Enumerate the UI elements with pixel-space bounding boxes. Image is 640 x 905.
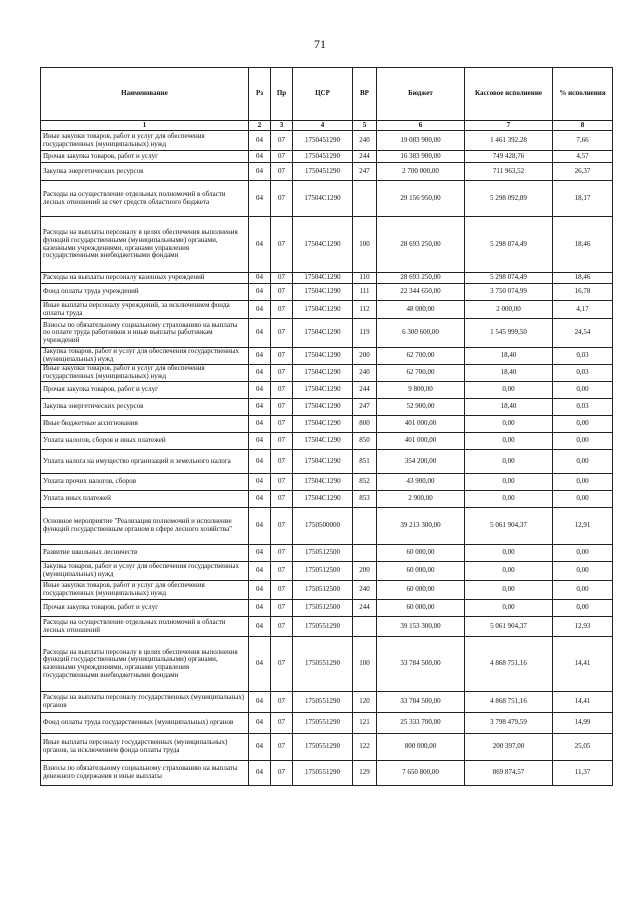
row-name: Расходы на выплаты персоналу казенных учреждений [41,273,249,284]
table-row [41,562,613,581]
row-cash-execution: 18,40 [465,399,553,416]
row-budget: 2 700 000,00 [377,163,465,181]
row-csr: 17504С1290 [293,319,353,348]
row-percent: 0,00 [553,416,613,433]
row-percent: 11,37 [553,761,613,786]
row-name: Взносы по обязательному социальному страхованию на выплаты денежного содержания и иные выплаты [41,761,249,786]
row-cash-execution: 2 000,00 [465,301,553,319]
row-csr: 1750512500 [293,562,353,581]
row-name: Закупка товаров, работ и услуг для обеспечения государственных (муниципальных) нужд [41,562,249,581]
row-csr: 17504С1290 [293,416,353,433]
row-csr: 17504С1290 [293,474,353,491]
row-budget: 62 700,00 [377,348,465,365]
row-rz: 04 [249,508,271,545]
row-pr: 07 [271,474,293,491]
row-csr: 17504С1290 [293,382,353,399]
row-budget: 62 700,00 [377,365,465,382]
row-vr [353,508,377,545]
row-csr: 17504С1290 [293,365,353,382]
row-cash-execution: 5 061 904,37 [465,508,553,545]
row-vr [353,545,377,562]
table-row [41,399,613,416]
row-name: Прочая закупка товаров, работ и услуг [41,600,249,617]
row-budget: 33 784 500,00 [377,637,465,692]
row-rz: 04 [249,433,271,450]
table-body [41,131,613,786]
row-csr: 17504С1290 [293,450,353,474]
column-number-row [41,121,613,131]
header-pr: Пр [271,68,293,121]
row-name: Иные бюджетные ассигнования [41,416,249,433]
row-budget: 28 693 250,00 [377,273,465,284]
row-percent: 0,00 [553,562,613,581]
row-csr: 1750551290 [293,617,353,637]
row-rz: 04 [249,562,271,581]
column-number: 2 [249,121,271,131]
table-row [41,151,613,163]
row-csr: 1750551290 [293,637,353,692]
row-rz: 04 [249,151,271,163]
table-row [41,348,613,365]
row-percent: 18,46 [553,217,613,273]
row-csr: 1750551290 [293,692,353,713]
header-rz: Рз [249,68,271,121]
row-cash-execution: 4 868 751,16 [465,692,553,713]
column-number: 5 [353,121,377,131]
table-row [41,761,613,786]
page-number: 71 [314,37,326,51]
table-row [41,508,613,545]
row-name: Закупка энергетических ресурсов [41,399,249,416]
row-csr: 1750551290 [293,761,353,786]
row-rz: 04 [249,273,271,284]
row-percent: 12,91 [553,508,613,545]
table-row [41,474,613,491]
row-rz: 04 [249,365,271,382]
row-vr: 129 [353,761,377,786]
table-row [41,581,613,600]
row-vr [353,181,377,217]
row-csr: 17504С1290 [293,181,353,217]
row-percent: 0,00 [553,382,613,399]
row-budget: 39 213 300,00 [377,508,465,545]
table-row [41,301,613,319]
row-vr: 200 [353,348,377,365]
row-csr: 1750512500 [293,545,353,562]
row-percent: 18,17 [553,181,613,217]
row-vr: 112 [353,301,377,319]
row-name: Расходы на выплаты персоналу в целях обеспечения выполнения функций государственными (муниципальными) органами, казенными учреждениями, органами управления государственными внебюджетными фондами [41,637,249,692]
row-name: Иные закупки товаров, работ и услуг для обеспечения государственных (муниципальных) нужд [41,131,249,151]
row-vr: 111 [353,284,377,301]
row-cash-execution: 0,00 [465,491,553,508]
row-csr: 17504С1290 [293,348,353,365]
row-vr: 853 [353,491,377,508]
row-percent: 16,78 [553,284,613,301]
row-csr: 17504С1290 [293,217,353,273]
row-pr: 07 [271,273,293,284]
column-number: 4 [293,121,353,131]
row-percent: 14,41 [553,692,613,713]
row-rz: 04 [249,284,271,301]
header-cash-execution: Кассовое исполнение [465,68,553,121]
table-row [41,365,613,382]
row-cash-execution: 0,00 [465,600,553,617]
row-rz: 04 [249,416,271,433]
row-vr: 120 [353,692,377,713]
row-rz: 04 [249,319,271,348]
row-csr: 17504С1290 [293,433,353,450]
row-vr: 850 [353,433,377,450]
row-name: Фонд оплаты труда учреждений [41,284,249,301]
row-vr: 240 [353,365,377,382]
row-budget: 33 784 500,00 [377,692,465,713]
row-name: Уплата налогов, сборов и иных платежей [41,433,249,450]
row-csr: 1750551290 [293,713,353,734]
row-name: Взносы по обязательному социальному страхованию на выплаты по оплате труда работников и иные выплаты работникам учреждений [41,319,249,348]
header-name: Наименование [41,68,249,121]
row-csr: 17504С1290 [293,284,353,301]
table-row [41,734,613,761]
header-percent-execution: % исполнения [553,68,613,121]
column-number: 8 [553,121,613,131]
row-csr: 17504С1290 [293,301,353,319]
row-name: Развитие школьных лесничеств [41,545,249,562]
row-percent: 4,57 [553,151,613,163]
row-rz: 04 [249,217,271,273]
row-cash-execution: 0,00 [465,545,553,562]
row-percent: 18,46 [553,273,613,284]
table-row [41,545,613,562]
row-pr: 07 [271,348,293,365]
row-csr: 1750512500 [293,581,353,600]
row-rz: 04 [249,692,271,713]
row-pr: 07 [271,365,293,382]
row-budget: 60 000,00 [377,562,465,581]
row-csr: 17504С1290 [293,491,353,508]
row-rz: 04 [249,399,271,416]
row-budget: 25 333 700,00 [377,713,465,734]
row-csr: 17504С1290 [293,273,353,284]
row-budget: 39 153 300,00 [377,617,465,637]
row-vr: 122 [353,734,377,761]
row-vr: 200 [353,562,377,581]
row-rz: 04 [249,491,271,508]
row-cash-execution: 3 798 479,59 [465,713,553,734]
row-cash-execution: 0,00 [465,433,553,450]
row-budget: 22 344 650,00 [377,284,465,301]
column-number: 3 [271,121,293,131]
row-name: Расходы на выплаты персоналу государственных (муниципальных) органов [41,692,249,713]
row-percent: 0,00 [553,545,613,562]
row-name: Расходы на выплаты персоналу в целях обеспечения выполнения функций государственными (муниципальными) органами, казенными учреждениями, органами управления государственными внебюджетными фондами [41,217,249,273]
row-percent: 7,66 [553,131,613,151]
row-percent: 12,93 [553,617,613,637]
row-cash-execution: 5 298 092,89 [465,181,553,217]
row-vr: 247 [353,399,377,416]
row-rz: 04 [249,163,271,181]
row-vr: 800 [353,416,377,433]
row-pr: 07 [271,131,293,151]
row-cash-execution: 0,00 [465,562,553,581]
row-rz: 04 [249,301,271,319]
row-rz: 04 [249,713,271,734]
row-budget: 60 000,00 [377,545,465,562]
row-vr: 121 [353,713,377,734]
row-name: Прочая закупка товаров, работ и услуг [41,151,249,163]
row-name: Уплата прочих налогов, сборов [41,474,249,491]
row-pr: 07 [271,562,293,581]
row-cash-execution: 5 298 074,49 [465,273,553,284]
row-budget: 2 900,00 [377,491,465,508]
row-vr: 240 [353,131,377,151]
row-rz: 04 [249,617,271,637]
row-vr: 244 [353,382,377,399]
row-cash-execution: 18,40 [465,348,553,365]
table-row [41,416,613,433]
row-budget: 401 000,00 [377,433,465,450]
row-percent: 25,05 [553,734,613,761]
row-name: Основное мероприятие "Реализация полномочий и исполнение функций государственным органом в сфере лесного хозяйства" [41,508,249,545]
row-vr: 100 [353,217,377,273]
header-row [41,68,613,121]
table-row [41,131,613,151]
row-csr: 1750451290 [293,151,353,163]
row-budget: 19 083 900,00 [377,131,465,151]
row-budget: 16 383 900,00 [377,151,465,163]
row-cash-execution: 200 397,00 [465,734,553,761]
row-percent: 0,00 [553,450,613,474]
row-budget: 354 200,00 [377,450,465,474]
row-pr: 07 [271,713,293,734]
row-rz: 04 [249,581,271,600]
row-pr: 07 [271,319,293,348]
row-cash-execution: 0,00 [465,416,553,433]
table-row [41,273,613,284]
row-cash-execution: 4 868 751,16 [465,637,553,692]
row-csr: 1750512500 [293,600,353,617]
row-name: Уплата иных платежей [41,491,249,508]
row-budget: 7 650 800,00 [377,761,465,786]
row-vr: 244 [353,151,377,163]
table-row [41,181,613,217]
row-pr: 07 [271,217,293,273]
row-vr: 240 [353,581,377,600]
row-pr: 07 [271,301,293,319]
budget-execution-table [40,67,613,786]
row-percent: 0,00 [553,491,613,508]
row-csr: 1750551290 [293,734,353,761]
row-budget: 800 000,00 [377,734,465,761]
row-pr: 07 [271,181,293,217]
row-name: Прочая закупка товаров, работ и услуг [41,382,249,399]
row-rz: 04 [249,734,271,761]
row-cash-execution: 0,00 [465,382,553,399]
column-number: 7 [465,121,553,131]
row-cash-execution: 1 545 999,50 [465,319,553,348]
row-percent: 24,54 [553,319,613,348]
row-budget: 401 000,00 [377,416,465,433]
row-name: Иные закупки товаров, работ и услуг для обеспечения государственных (муниципальных) нужд [41,581,249,600]
row-cash-execution: 0,00 [465,450,553,474]
row-rz: 04 [249,131,271,151]
row-cash-execution: 1 461 392,28 [465,131,553,151]
row-pr: 07 [271,284,293,301]
row-csr: 1750451290 [293,131,353,151]
row-vr: 247 [353,163,377,181]
row-cash-execution: 5 061 904,37 [465,617,553,637]
row-name: Закупка товаров, работ и услуг для обеспечения государственных (муниципальных) нужд [41,348,249,365]
row-vr: 244 [353,600,377,617]
row-cash-execution: 749 428,76 [465,151,553,163]
row-rz: 04 [249,450,271,474]
row-name: Уплата налога на имущество организаций и земельного налога [41,450,249,474]
row-budget: 60 000,00 [377,581,465,600]
row-name: Иные выплаты персоналу учреждений, за исключением фонда оплаты труда [41,301,249,319]
table-row [41,713,613,734]
column-number: 6 [377,121,465,131]
table-row [41,217,613,273]
header-csr: ЦСР [293,68,353,121]
row-budget: 43 900,00 [377,474,465,491]
row-rz: 04 [249,637,271,692]
row-cash-execution: 0,00 [465,474,553,491]
row-name: Закупка энергетических ресурсов [41,163,249,181]
row-pr: 07 [271,151,293,163]
table-row [41,284,613,301]
row-rz: 04 [249,181,271,217]
row-pr: 07 [271,399,293,416]
row-percent: 0,03 [553,348,613,365]
table-row [41,600,613,617]
row-cash-execution: 5 298 074,49 [465,217,553,273]
row-csr: 17504С1290 [293,399,353,416]
header-vr: ВР [353,68,377,121]
row-budget: 6 300 600,00 [377,319,465,348]
row-csr: 1750500000 [293,508,353,545]
row-name: Иные закупки товаров, работ и услуг для обеспечения государственных (муниципальных) нужд [41,365,249,382]
row-rz: 04 [249,761,271,786]
row-name: Фонд оплаты труда государственных (муниципальных) органов [41,713,249,734]
row-pr: 07 [271,163,293,181]
row-percent: 26,37 [553,163,613,181]
row-percent: 0,00 [553,581,613,600]
table-row [41,433,613,450]
row-percent: 0,03 [553,365,613,382]
row-pr: 07 [271,692,293,713]
row-percent: 0,00 [553,600,613,617]
row-percent: 0,00 [553,474,613,491]
row-pr: 07 [271,382,293,399]
column-number: 1 [41,121,249,131]
row-pr: 07 [271,734,293,761]
row-budget: 28 693 250,00 [377,217,465,273]
table-row [41,163,613,181]
row-budget: 29 156 950,00 [377,181,465,217]
row-percent: 0,03 [553,399,613,416]
row-vr [353,617,377,637]
row-vr: 852 [353,474,377,491]
row-name: Расходы на осуществление отдельных полномочий в области лесных отношений [41,617,249,637]
row-cash-execution: 0,00 [465,581,553,600]
row-pr: 07 [271,581,293,600]
row-pr: 07 [271,416,293,433]
table-row [41,617,613,637]
row-budget: 52 900,00 [377,399,465,416]
row-cash-execution: 711 963,52 [465,163,553,181]
row-percent: 14,41 [553,637,613,692]
row-vr: 851 [353,450,377,474]
row-pr: 07 [271,617,293,637]
row-pr: 07 [271,637,293,692]
row-name: Иные выплаты персоналу государственных (муниципальных) органов, за исключением фонда оплаты труда [41,734,249,761]
row-percent: 4,17 [553,301,613,319]
row-rz: 04 [249,348,271,365]
row-pr: 07 [271,508,293,545]
row-rz: 04 [249,545,271,562]
row-budget: 60 000,00 [377,600,465,617]
row-pr: 07 [271,761,293,786]
table-row [41,450,613,474]
row-budget: 48 000,00 [377,301,465,319]
row-cash-execution: 869 874,57 [465,761,553,786]
table-row [41,319,613,348]
table-row [41,491,613,508]
row-pr: 07 [271,600,293,617]
row-rz: 04 [249,600,271,617]
row-percent: 0,00 [553,433,613,450]
table-row [41,637,613,692]
row-percent: 14,99 [553,713,613,734]
row-pr: 07 [271,491,293,508]
row-vr: 100 [353,637,377,692]
header-budget: Бюджет [377,68,465,121]
row-cash-execution: 3 750 074,99 [465,284,553,301]
row-vr: 119 [353,319,377,348]
table-row [41,692,613,713]
row-vr: 110 [353,273,377,284]
row-rz: 04 [249,474,271,491]
table-row [41,382,613,399]
row-cash-execution: 18,40 [465,365,553,382]
row-rz: 04 [249,382,271,399]
row-pr: 07 [271,433,293,450]
row-name: Расходы на осуществление отдельных полномочий в области лесных отношений за счет средств областного бюджета [41,181,249,217]
row-csr: 1750451290 [293,163,353,181]
row-pr: 07 [271,545,293,562]
row-pr: 07 [271,450,293,474]
row-budget: 9 800,00 [377,382,465,399]
